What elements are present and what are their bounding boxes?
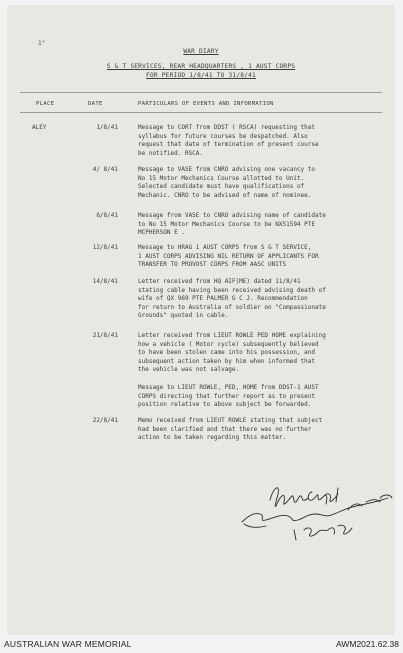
footer-accession-number: AWM2021.62.38: [336, 639, 399, 649]
entry-date: 21/8/41: [92, 332, 118, 339]
entry-place: ALEY: [32, 124, 47, 131]
entry-text: Message to VASE from CNRO advising one vacancy to No 15 Motor Mechanics Course allotted to Unit. Selected candidate must have qualifications of Mechanic. CNRO to be advised of name of nominee.: [138, 166, 316, 199]
entry-date: 6/8/41: [96, 212, 118, 219]
corner-mark: 1°: [38, 40, 46, 47]
entry-date: 4/ 8/41: [92, 166, 118, 173]
entry-text: Message to LIEUT ROWLE, PED, HOME from DDST-1 AUST CORPS directing that further report as to present position relative to above subject be forwarded.: [138, 384, 319, 409]
entry-text: Letter received from LIEUT ROWLE PED HOME explaining how a vehicle ( Motor cycle) subsequently believed to have been stolen came into his possession, and subsequent action taken by him when informed that the vehicle was not salvage.: [138, 332, 326, 374]
diary-page: [8, 6, 394, 634]
footer-institution: AUSTRALIAN WAR MEMORIAL: [4, 639, 132, 649]
footer-bar: [0, 638, 403, 653]
entry-text: Letter received from HQ AIF(ME) dated 11/8/41 stating cable having been received advising death of wife of QX 969 PTE PALMER G C J. Recommendation for return to Australia of soldier on "Compassionate Grounds" quoted in cable.: [138, 278, 326, 320]
column-header-date: DATE: [88, 101, 103, 107]
entry-date: 14/8/41: [92, 278, 118, 285]
header-rule-bottom: [20, 112, 382, 113]
column-header-particulars: PARTICULARS OF EVENTS AND INFORMATION: [138, 101, 274, 107]
document-subtitle-unit: S & T SERVICES, REAR HEADQUARTERS , 1 AUST CORPS: [106, 63, 296, 70]
column-header-place: PLACE: [36, 101, 55, 107]
entry-text: Memo received from LIEUT ROWLE stating that subject had been clarified and that there was no further action to be taken regarding this matter.: [138, 417, 323, 442]
entry-date: 1/8/41: [96, 124, 118, 131]
entry-date: 22/8/41: [92, 417, 118, 424]
entry-text: Message to CORT from DDST ( RSCA) requesting that syllabus for future courses be despatched. Also request that date of termination of present course be notified. RSCA.: [138, 124, 319, 157]
header-rule-top: [20, 92, 382, 93]
entry-date: 12/8/41: [92, 244, 118, 251]
document-subtitle-period: FOR PERIOD 1/8/41 TO 31/8/41: [146, 72, 256, 79]
handwritten-signature: [230, 478, 400, 548]
entry-text: Message to HRAG 1 AUST CORPS from S & T SERVICE, 1 AUST CORPS ADVISING NIL RETURN OF APPLICANTS FOR TRANSFER TO PROVOST CORPS FROM AASC UNITS: [138, 244, 319, 269]
document-title: WAR DIARY: [183, 48, 219, 55]
entry-text: Message from VASE to CNRO advising name of candidate to No 15 Motor Mechanics Course to be NX51594 PTE MCPHERSON E .: [138, 212, 326, 237]
